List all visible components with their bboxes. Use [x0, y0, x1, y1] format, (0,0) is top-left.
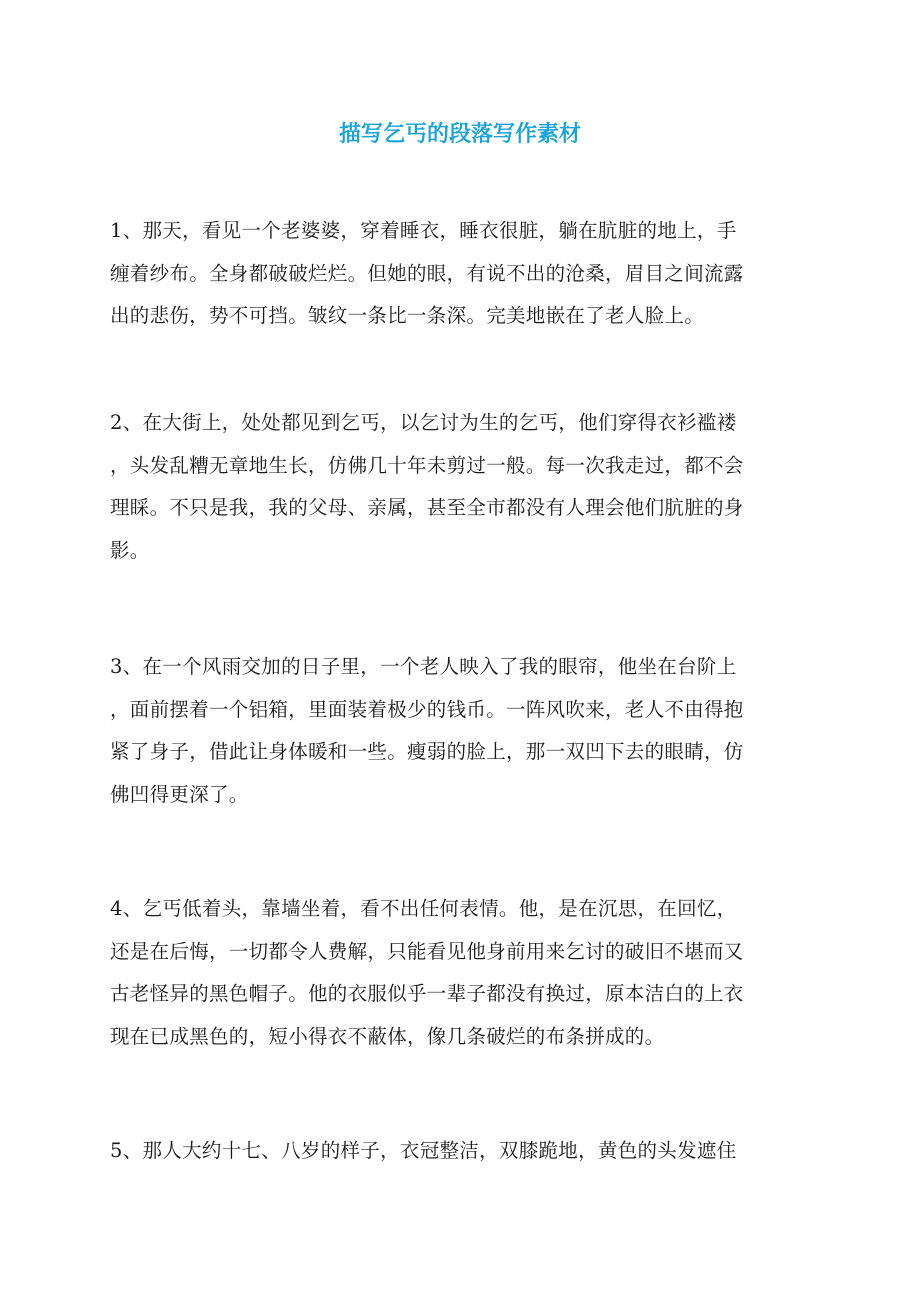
paragraph-2	[110, 402, 810, 572]
paragraph-line: ，面前摆着一个铝箱，里面装着极少的钱币。一阵风吹来，老人不由得抱	[110, 697, 744, 721]
document-title: 描写乞丐的段落写作素材	[338, 122, 581, 147]
paragraph-line: ，头发乱糟无章地生长，仿佛几十年未剪过一般。每一次我走过，都不会	[110, 453, 744, 477]
paragraph-line: 佛凹得更深了。	[110, 782, 249, 806]
paragraph-line: 紧了身子，借此让身体暖和一些。瘦弱的脸上，那一双凹下去的眼睛，仿	[110, 740, 744, 763]
paragraph-line: 5、那人大约十七、八岁的样子，衣冠整洁，双膝跪地，黄色的头发遮住	[110, 1139, 737, 1162]
paragraph-4	[110, 888, 810, 1058]
paragraph-5	[110, 1130, 810, 1173]
paragraph-line: 4、乞丐低着头，靠墙坐着，看不出任何表情。他，是在沉思，在回忆，	[110, 897, 737, 920]
paragraph-line: 理睬。不只是我，我的父母、亲属，甚至全市都没有人理会他们肮脏的身	[110, 496, 744, 519]
paragraph-line: 现在已成黑色的，短小得衣不蔽体，像几条破烂的布条拼成的。	[110, 1024, 665, 1048]
paragraph-line: 缠着纱布。全身都破破烂烂。但她的眼，有说不出的沧桑，眉目之间流露	[110, 261, 744, 285]
paragraph-1	[110, 210, 810, 338]
paragraph-line: 古老怪异的黑色帽子。他的衣服似乎一辈子都没有换过，原本洁白的上衣	[110, 982, 744, 1005]
paragraph-line: 影。	[110, 538, 150, 562]
paragraph-line: 还是在后悔，一切都令人费解，只能看见他身前用来乞讨的破旧不堪而又	[110, 939, 744, 963]
paragraph-line: 出的悲伤，势不可挡。皱纹一条比一条深。完美地嵌在了老人脸上。	[110, 304, 705, 327]
paragraph-line: 2、在大街上，处处都见到乞丐，以乞讨为生的乞丐，他们穿得衣衫褴褛	[110, 411, 737, 434]
paragraph-3	[110, 646, 810, 816]
paragraph-line: 3、在一个风雨交加的日子里，一个老人映入了我的眼帘，他坐在台阶上	[110, 655, 737, 678]
paragraph-line: 1、那天，看见一个老婆婆，穿着睡衣，睡衣很脏，躺在肮脏的地上，手	[110, 219, 737, 242]
